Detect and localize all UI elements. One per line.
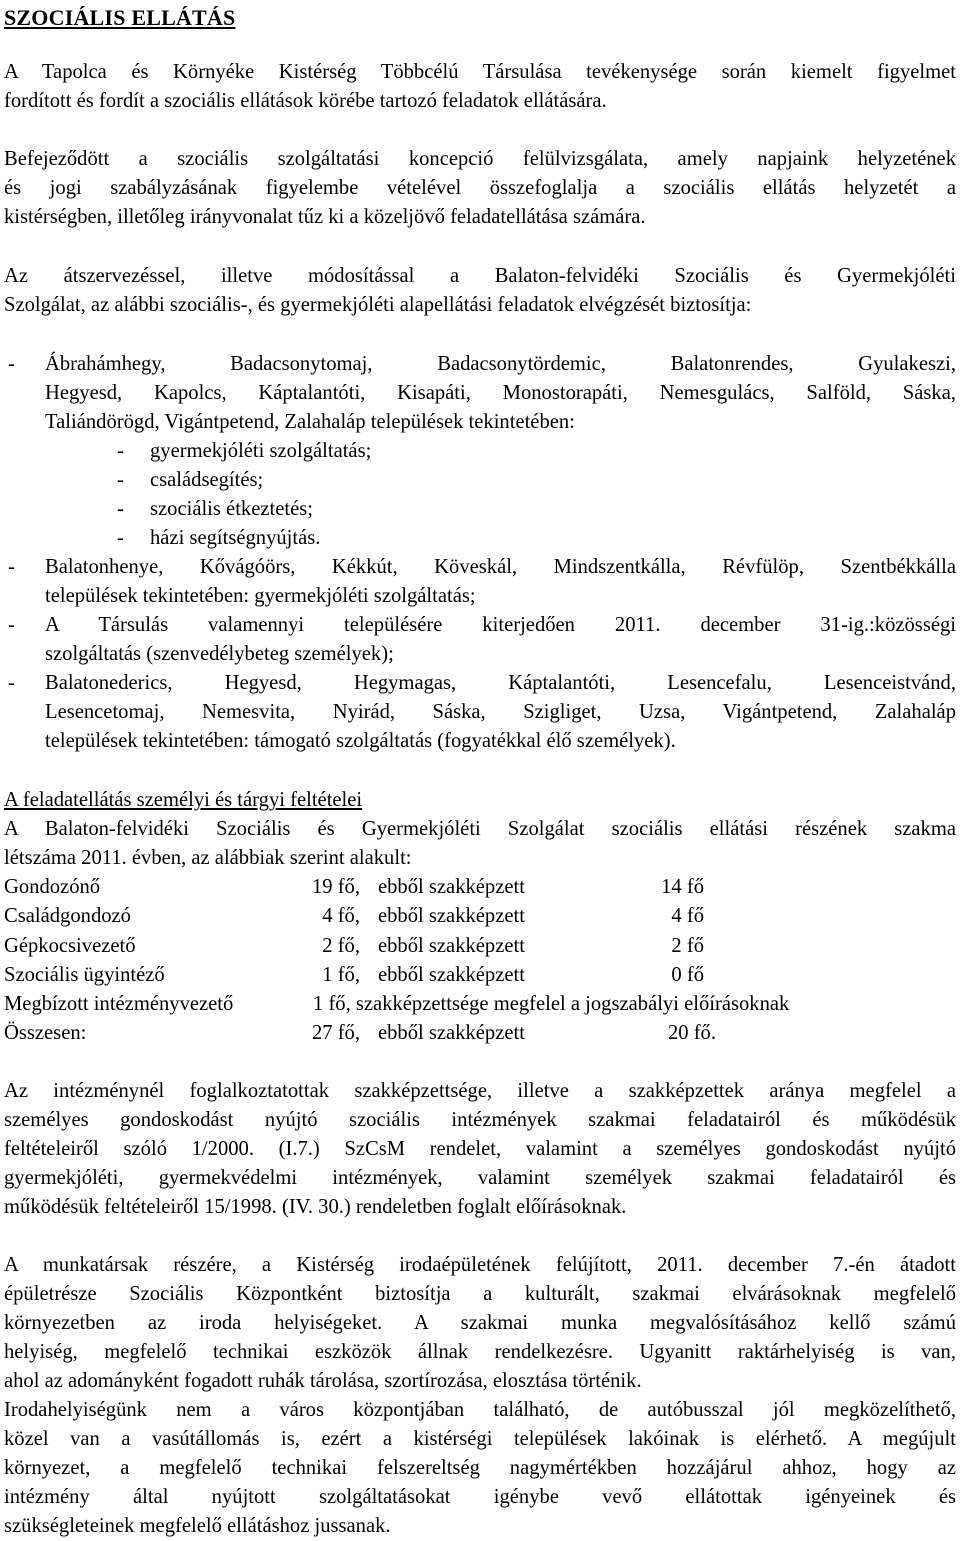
text-line: települések tekintetében: gyermekjóléti szolgáltatás; [45,585,476,607]
list-item [4,669,956,756]
table-row [4,902,954,931]
list-dash: - [8,672,15,694]
list-item [4,350,956,437]
text-line: szociális étkeztetés; [150,498,313,520]
qualified-cell: 4 fő [671,905,704,928]
text-line: Befejeződött a szociális szolgáltatási koncepció felülvizsgálata, amely napjaink helyzetének [4,148,956,170]
text-line: kistérségben, illetőleg irányvonalat tűz ki a közeljövő feladatellátása számára. [4,206,646,228]
text-line: helyiség, megfelelő technikai eszközök állnak rendelkezésre. Ugyanitt raktárhelyiség is van, [4,1341,956,1363]
list-item [4,553,956,611]
text-line: Balatonederics, Hegyesd, Hegymagas, Káptalantóti, Lesencefalu, Lesenceistvánd, [45,672,956,694]
services-list [4,350,956,756]
text-line: szükségleteinek megfelelő ellátáshoz jussanak. [4,1515,391,1537]
sub-list-item [4,437,956,466]
text-line: A Tapolca és Környéke Kistérség Többcélú Társulása tevékenysége során kiemelt figyelmet [4,61,956,83]
count-cell: 19 fő, [311,876,360,898]
text-line: A Balaton-felvidéki Szociális és Gyermekjóléti Szolgálat szociális ellátási részének szakma [4,818,956,840]
text-line: személyes gondoskodást nyújtó szociális intézmények szakmai feladatairól és működésük [4,1109,956,1131]
text-line: Ábrahámhegy, Badacsonytomaj, Badacsonytördemic, Balatonrendes, Gyulakeszi, [45,353,956,375]
count-cell: 1 fő, [322,963,360,986]
text-line: gyermekjóléti szolgáltatás; [150,440,372,462]
text-line: Irodahelyiségünk nem a város központjában található, de autóbusszal jól megközelíthető, [4,1399,956,1421]
text-line: gyermekjóléti, gyermekvédelmi intézmények, valamint személyek szakmai feladatairól és [4,1167,956,1189]
sub-list-item [4,524,956,553]
qualification-paragraph [4,1077,956,1222]
section-heading: A feladatellátás személyi és tárgyi feltételei [4,789,363,811]
role-cell: Összesen: [4,1022,87,1045]
location-paragraph [4,1396,956,1541]
list-dash: - [8,353,15,375]
text-line: Az átszervezéssel, illetve módosítással a Balaton-felvidéki Szociális és Gyermekjóléti [4,265,956,287]
note-cell: 1 fő, szakképzettsége megfelel a jogszabályi előírásoknak [313,993,790,1016]
text-line: intézmény által nyújtott szolgáltatásokat igénybe vevő ellátottak igényeinek és [4,1486,956,1508]
text-line: Balatonhenye, Kővágóörs, Kékkút, Köveskál, Mindszentkálla, Révfülöp, Szentbékkálla [45,556,956,578]
office-paragraph [4,1251,956,1396]
page-title: SZOCIÁLIS ELLÁTÁS [4,5,236,30]
list-item [4,611,956,669]
text-line: Hegyesd, Kapolcs, Káptalantóti, Kisapáti, Monostorapáti, Nemesgulács, Salföld, Sáska, [45,382,956,404]
sub-list-item [4,495,956,524]
text-line: és jogi szabályzásának figyelembe vételével összefoglalja a szociális ellátás helyzetét a [4,177,956,199]
qualified-cell: 0 fő [671,963,704,986]
text-line: Az intézménynél foglalkoztatottak szakképzettsége, illetve a szakképzettek aránya megfelel a [4,1080,956,1102]
text-line: Szolgálat, az alábbi szociális-, és gyermekjóléti alapellátási feladatok elvégzését biztosítja: [4,294,752,316]
text-line: Taliándörögd, Vigántpetend, Zalahaláp települések tekintetében: [45,411,575,433]
table-row [4,990,954,1019]
qualified-cell: 2 fő [671,934,704,957]
table-row [4,932,954,961]
list-dash: - [117,498,124,520]
staff-table [4,873,954,1049]
list-dash: - [8,556,15,578]
sub-list-item [4,466,956,495]
label-cell: ebből szakképzett [378,934,525,957]
text-line: közel van a vasútállomás is, ezért a kistérségi települések lakóinak is elérhető. A megújult [4,1428,956,1450]
intro-paragraph [4,58,956,116]
text-line: A munkatársak részére, a Kistérség irodaépületének felújított, 2011. december 7.-én átadott [4,1254,956,1276]
text-line: A Társulás valamennyi településére kiterjedően 2011. december 31-ig.:közösségi [45,614,956,636]
staffing-section [4,786,956,873]
table-row [4,961,954,990]
text-line: házi segítségnyújtás. [150,527,321,549]
list-dash: - [8,614,15,636]
role-cell: Gépkocsivezető [4,934,136,957]
label-cell: ebből szakképzett [378,905,525,928]
text-line: családsegítés; [150,469,264,491]
text-line: fordított és fordít a szociális ellátások körébe tartozó feladatok ellátására. [4,90,607,112]
label-cell: ebből szakképzett [378,1022,525,1045]
list-dash: - [117,440,124,462]
label-cell: ebből szakképzett [378,876,525,898]
role-cell: Megbízott intézményvezető [4,993,234,1016]
text-line: létszáma 2011. évben, az alábbiak szerint alakult: [4,847,412,869]
text-line: környezetben az iroda helyiségeket. A szakmai munka megvalósításához kellő számú [4,1312,956,1334]
concept-paragraph [4,145,956,232]
list-dash: - [117,469,124,491]
table-row [4,1019,954,1048]
table-row [4,873,954,902]
text-line: környezet, a megfelelő technikai felszereltség nagymértékben hozzájárul ahhoz, hogy az [4,1457,956,1479]
count-cell: 4 fő, [322,905,360,928]
list-dash: - [117,527,124,549]
text-line: települések tekintetében: támogató szolgáltatás (fogyatékkal élő személyek). [45,730,676,752]
role-cell: Családgondozó [4,905,131,928]
text-line: feltételeiről szóló 1/2000. (I.7.) SzCsM rendelet, valamint a személyes gondoskodást nyújtó [4,1138,956,1160]
role-cell: Gondozónő [4,876,101,898]
text-line: ahol az adományként fogadott ruhák tárolása, szortírozása, elosztása történik. [4,1370,642,1392]
label-cell: ebből szakképzett [378,963,525,986]
text-line: működésük feltételeiről 15/1998. (IV. 30.) rendeletben foglalt előírásoknak. [4,1196,627,1218]
qualified-cell: 20 fő. [667,1022,716,1045]
qualified-cell: 14 fő [661,876,704,898]
count-cell: 2 fő, [322,934,360,957]
text-line: szolgáltatás (szenvedélybeteg személyek); [45,643,394,665]
count-cell: 27 fő, [311,1022,360,1045]
role-cell: Szociális ügyintéző [4,963,165,986]
text-line: Lesencetomaj, Nemesvita, Nyirád, Sáska, Szigliget, Uzsa, Vigántpetend, Zalahaláp [45,701,956,723]
text-line: épületrésze Szociális Központként biztosítja a kulturált, szakmai elvárásoknak megfelelő [4,1283,956,1305]
reorganization-paragraph [4,262,956,320]
